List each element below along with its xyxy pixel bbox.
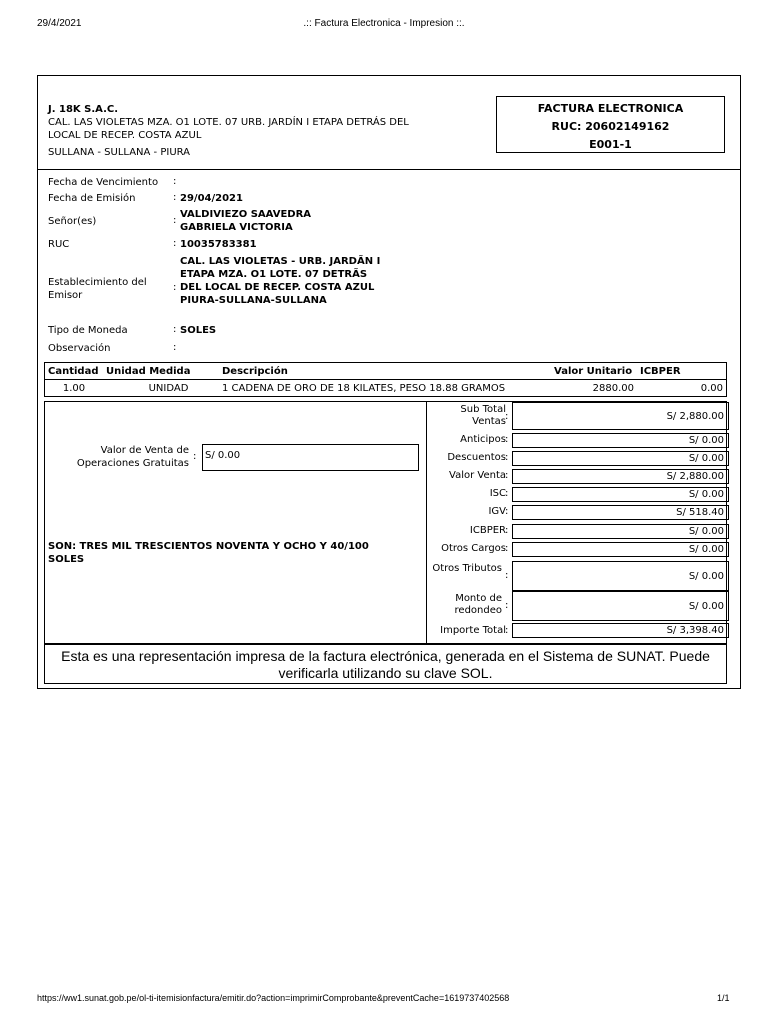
field-label: Establecimiento del Emisor [48, 277, 147, 301]
total-value-igv: S/ 518.40 [512, 505, 729, 520]
field-value-moneda: SOLES [180, 325, 217, 336]
col-descripcion: Descripción [219, 363, 551, 380]
total-value-otros-cargos: S/ 0.00 [512, 542, 729, 557]
field-value-fecha-emision: 29/04/2021 [180, 193, 243, 204]
col-icbper: ICBPER [637, 363, 727, 380]
col-cantidad: Cantidad [45, 363, 104, 380]
total-label: Descuentos [447, 452, 506, 463]
gratuitas-colon: : [193, 451, 197, 462]
total-value-descuentos: S/ 0.00 [512, 451, 729, 466]
field-colon: : [173, 176, 177, 187]
cell-cantidad: 1.00 [62, 382, 86, 394]
field-label: Fecha de Emisión [48, 193, 136, 204]
total-colon: : [505, 543, 509, 554]
amount-in-words: SON: TRES MIL TRESCIENTOS NOVENTA Y OCHO Y 40/100 SOLES [48, 541, 369, 565]
total-label: Otros Cargos [441, 543, 506, 554]
table-row [45, 380, 727, 397]
field-label: Fecha de Vencimiento [48, 177, 159, 188]
field-label: Observación [48, 343, 111, 354]
gratuitas-label: Valor de Venta de Operaciones Gratuitas [76, 445, 189, 469]
items-header-row [45, 363, 727, 380]
sunat-note: Esta es una representación impresa de la factura electrónica, generada en el Sistema de SUNAT. Puede verificarla utilizando su clave SOL. [44, 644, 727, 684]
cell-unidad: UNIDAD [148, 382, 189, 394]
total-value-otros-tributos: S/ 0.00 [512, 561, 729, 591]
print-url: https://ww1.sunat.gob.pe/ol-ti-itemisionfactura/emitir.do?action=imprimirComprobante&preventCache=1619737402568 [37, 993, 510, 1003]
document-number: E001-1 [589, 138, 632, 151]
field-value-establecimiento: CAL. LAS VIOLETAS - URB. JARDÃN I ETAPA MZA. O1 LOTE. 07 DETRÃS DEL LOCAL DE RECEP. COSTA AZUL PIURA-SULLANA-SULLANA [180, 256, 381, 306]
cell-descripcion: 1 CADENA DE ORO DE 18 KILATES, PESO 18.88 GRAMOS [222, 382, 506, 394]
total-value-importe-total: S/ 3,398.40 [512, 623, 729, 638]
header-divider [38, 169, 740, 170]
total-value-redondeo: S/ 0.00 [512, 591, 729, 621]
cell-icbper: 0.00 [700, 382, 723, 394]
total-colon: : [505, 600, 509, 611]
field-colon: : [173, 342, 177, 353]
field-value-ruc: 10035783381 [180, 239, 257, 250]
total-label: IGV [488, 506, 506, 517]
total-colon: : [505, 506, 509, 517]
field-colon: : [173, 215, 177, 226]
document-id-box [496, 96, 725, 153]
field-colon: : [173, 282, 177, 293]
field-value-senores: VALDIVIEZO SAAVEDRA GABRIELA VICTORIA [180, 209, 312, 233]
total-label: Otros Tributos [432, 563, 502, 574]
print-title: .:: Factura Electronica - Impresion ::. [303, 18, 465, 29]
total-label: Anticipos [460, 434, 506, 445]
issuer-name: J. 18K S.A.C. [48, 104, 119, 115]
issuer-address-line1: CAL. LAS VIOLETAS MZA. O1 LOTE. 07 URB. JARDÍN I ETAPA DETRÁS DEL [48, 117, 409, 128]
cell-valor-unitario: 2880.00 [592, 382, 634, 394]
total-label: Valor Venta [449, 470, 506, 481]
total-label: ICBPER [469, 525, 506, 536]
items-table [44, 362, 727, 397]
col-unidad-medida: Unidad Medida [103, 363, 219, 380]
issuer-block [48, 103, 468, 159]
field-label: Tipo de Moneda [48, 325, 128, 336]
gratuitas-value: S/ 0.00 [202, 444, 419, 471]
total-label: Sub Total Ventas [460, 404, 506, 427]
total-value-icbper: S/ 0.00 [512, 524, 729, 539]
issuer-address-line2: LOCAL DE RECEP. COSTA AZUL [48, 130, 202, 141]
col-valor-unitario: Valor Unitario [551, 363, 637, 380]
total-label: Importe Total [440, 625, 506, 636]
field-colon: : [173, 324, 177, 335]
total-colon: : [505, 488, 509, 499]
total-colon: : [505, 470, 509, 481]
issuer-location: SULLANA - SULLANA - PIURA [48, 147, 191, 158]
total-value-valor-venta: S/ 2,880.00 [512, 469, 729, 484]
total-colon: : [505, 625, 509, 636]
document-type: FACTURA ELECTRONICA [537, 102, 684, 115]
total-value-anticipos: S/ 0.00 [512, 433, 729, 448]
print-date: 29/4/2021 [37, 18, 82, 29]
field-colon: : [173, 238, 177, 249]
print-page-number: 1/1 [717, 993, 730, 1003]
total-value-isc: S/ 0.00 [512, 487, 729, 502]
total-colon: : [505, 525, 509, 536]
document-ruc: RUC: 20602149162 [551, 120, 670, 133]
total-colon: : [505, 570, 509, 581]
field-label: RUC [48, 239, 70, 250]
total-label: Monto de redondeo [454, 593, 502, 616]
total-value-subtotal: S/ 2,880.00 [512, 402, 729, 430]
field-colon: : [173, 192, 177, 203]
invoice-frame [37, 75, 741, 689]
total-label: ISC [489, 488, 506, 499]
field-label: Señor(es) [48, 216, 97, 227]
total-colon: : [505, 434, 509, 445]
total-colon: : [505, 411, 509, 422]
total-colon: : [505, 452, 509, 463]
